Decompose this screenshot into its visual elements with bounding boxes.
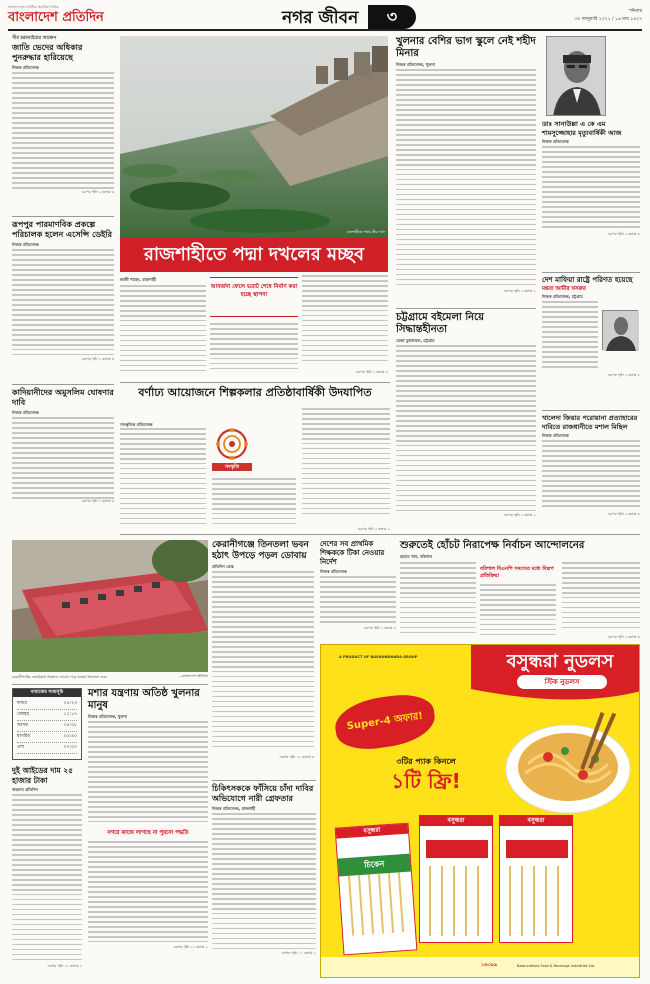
article-continued: এরপর পৃষ্ঠা ২ কলাম ৩ xyxy=(81,357,114,362)
lead-body-col2 xyxy=(210,323,298,375)
article-body xyxy=(396,345,536,513)
collapsed-building-photo xyxy=(12,540,208,672)
ad-product-name xyxy=(517,675,607,689)
article-continued: এরপর পৃষ্ঠা ১১ কলাম ৩ xyxy=(279,755,314,760)
page-number-box xyxy=(368,5,416,29)
article-continued: এরপর পৃষ্ঠা ১১ কলাম ২ xyxy=(281,951,316,956)
divider xyxy=(120,534,640,535)
namaz-row xyxy=(17,743,77,754)
newspaper-logo: বাংলাদেশ প্রতিদিন xyxy=(8,10,104,25)
pack-brand: বসুন্ধরা xyxy=(420,816,492,826)
culture-label: সংস্কৃতি xyxy=(212,463,252,471)
article-continued: এরপর পৃষ্ঠা ২ কলাম ৪ xyxy=(607,634,640,639)
article-continued: এরপর পৃষ্ঠা ২ কলাম ৬ xyxy=(607,512,640,517)
article-title: খুলনার বেশির ভাগ স্কুলে নেই শহীদ মিনার xyxy=(396,36,536,59)
bashundhara-noodles-ad xyxy=(320,644,640,978)
article-byline: নিজস্ব প্রতিবেদক, রাজশাহী xyxy=(212,806,256,811)
article-continued: এরপর পৃষ্ঠা ২ কলাম ২ xyxy=(357,526,390,531)
pack-third xyxy=(499,815,573,943)
article-title: রূপপুর পারমাণবিক প্রকল্পে পরিচালক হলেন এসেন্সি ডেইরি xyxy=(12,220,112,239)
masthead-rule xyxy=(8,29,642,31)
article-shilpakala xyxy=(120,386,390,532)
lead-title-bar xyxy=(120,238,388,272)
article-title: কেরানীগঞ্জে তিনতলা ভবন হঠাৎ উপড়ে পড়ল ডোবায় xyxy=(212,540,309,561)
namaz-name: আসর xyxy=(17,723,28,728)
namaz-time: ১২:১৭ xyxy=(63,712,77,717)
deal-top: ৩টির প্যাক কিনলে xyxy=(396,757,456,766)
article-body xyxy=(396,69,536,289)
article-body xyxy=(12,249,114,357)
article-byline: নিজস্ব প্রতিবেদক xyxy=(12,242,39,247)
lead-title: রাজশাহীতে পদ্মা দখলের মচ্ছব xyxy=(143,244,365,265)
lead-article xyxy=(120,275,388,375)
article-ctg-book-fair xyxy=(396,312,536,530)
article-body xyxy=(88,721,208,825)
article-continued: এরপর পৃষ্ঠা ২ কলাম ৩ xyxy=(81,499,114,504)
article-byline: নিজস্ব প্রতিবেদক, খুলনা xyxy=(396,62,435,67)
article-title: চট্টগ্রামে বইমেলা নিয়ে সিদ্ধান্তহীনতা xyxy=(396,312,485,335)
lead-pullquote xyxy=(210,277,298,317)
namaz-rows xyxy=(13,697,81,756)
namaz-title: নামাজের সময়সূচি xyxy=(13,689,81,697)
article-pir-charmonai xyxy=(12,36,114,210)
article-title: বর্ণাঢ্য আয়োজনে শিল্পকলার প্রতিষ্ঠাবার্ষিকী উদযাপিত xyxy=(138,386,372,399)
article-body xyxy=(542,301,598,373)
section-name: নগর জীবন xyxy=(282,8,359,28)
sponsor-line: A PRODUCT OF BASHUNDHARA GROUP xyxy=(339,655,418,659)
culture-logo xyxy=(212,426,252,472)
article-byline: নিজস্ব প্রতিবেদক xyxy=(12,410,39,415)
article-rooppur xyxy=(12,220,114,380)
ad-footer xyxy=(321,957,640,978)
culture-ornament-icon xyxy=(212,426,252,462)
article-byline: সাংস্কৃতিক প্রতিবেদক xyxy=(120,422,153,427)
article-title: চিকিৎসককে ফাঁসিয়ে চাঁদা দাবির অভিযোগে নারী গ্রেফতার xyxy=(212,784,314,803)
portrait-icon xyxy=(547,37,606,116)
article-title: জাতি ভেদের অধিকার পুনরুদ্ধার হারিয়েছে xyxy=(12,43,83,63)
date: ৩০ জানুয়ারি ২০২১ / ১৬ মাঘ ১৪২৭ xyxy=(574,17,642,22)
divider xyxy=(12,216,114,217)
pack-second xyxy=(419,815,493,943)
article-title: দেশ মাফিয়া রাষ্ট্রে পরিণত হয়েছে xyxy=(542,276,633,284)
page-number: ৩ xyxy=(386,7,398,26)
namaz-name: মাগরিব xyxy=(17,734,31,739)
article-body-col2 xyxy=(480,584,556,638)
article-byline: নিজস্ব প্রতিবেদক, খুলনা xyxy=(88,714,127,719)
noodle-bowl xyxy=(503,709,633,819)
article-title: কাদিয়ানীদের অমুসলিম ঘোষণার দাবি xyxy=(12,388,114,407)
namaz-row xyxy=(17,732,77,743)
article-byline: নিজস্ব প্রতিবেদক xyxy=(542,139,569,144)
article-title: মশার যন্ত্রণায় অতিষ্ঠ খুলনার মানুষ xyxy=(88,688,200,711)
divider xyxy=(120,382,390,383)
article-byline: রেজা মুজাম্মেল, চট্টগ্রাম xyxy=(396,338,435,343)
article-continued: এরপর পৃষ্ঠা ২ কলাম ১ xyxy=(503,289,536,294)
divider xyxy=(542,272,640,273)
namaz-time: ০৫:২৩ xyxy=(63,701,77,706)
keraniganj-caption xyxy=(12,674,208,684)
namaz-time: ০৪:০৮ xyxy=(63,723,77,728)
article-byline: জয়নাব প্রতিদিন xyxy=(12,787,38,792)
noodle-strands-icon xyxy=(500,826,574,936)
article-body xyxy=(12,417,114,499)
article-body xyxy=(12,72,114,190)
article-title: শুরুতেই হোঁচট নিরাপেক্ষ নির্বাচন আন্দোলনের xyxy=(400,540,585,551)
article-continued: এরপর পৃষ্ঠা ২ কলাম ২ xyxy=(503,513,536,518)
article-subhead: বরিশাল বিএনপি সদস্যের মধ্যে বিরূপ প্রতিক্রিয়া xyxy=(480,566,554,579)
noodle-strands-icon xyxy=(339,871,417,936)
namaz-name: এশা xyxy=(17,745,25,750)
obituary-portrait xyxy=(546,36,606,116)
photo-credit: —বাংলাদেশ প্রতিদিন xyxy=(178,674,208,678)
keraniganj-photo xyxy=(12,540,208,672)
article-byline: নিজস্ব প্রতিবেদক xyxy=(12,65,39,71)
article-body xyxy=(212,571,314,755)
article-title: দেশের সব প্রাথমিক শিক্ষককে টিকা নেওয়ার নির্দেশ xyxy=(320,540,385,566)
article-body xyxy=(542,440,640,512)
masthead xyxy=(8,5,642,31)
namaz-time: ০৫:৪০ xyxy=(63,734,77,739)
river-embankment-photo xyxy=(120,36,388,238)
article-byline: কাজী শাহেদ, রাজশাহী xyxy=(120,277,157,282)
divider xyxy=(12,384,114,385)
ad-brand-name: বসুন্ধরা নুডলস xyxy=(506,651,614,672)
article-continued: এরপর পৃষ্ঠা ২ কলাম ৪ xyxy=(355,369,388,374)
article-barishal xyxy=(400,540,640,640)
article-continued: এরপর পৃষ্ঠা ২ কলাম ৪ xyxy=(363,626,396,631)
portrait-icon xyxy=(603,311,639,351)
article-body-col2 xyxy=(212,478,296,528)
article-kicker: পীর চরমনাইয়ের আক্ষেপ xyxy=(12,36,57,41)
article-subtitle: মন্তব্য আমীর খসরুর xyxy=(542,286,586,292)
pack-brand: বসুন্ধরা xyxy=(336,824,409,839)
lead-body-col3 xyxy=(302,275,388,367)
photo-caption: কেরানীগঞ্জের তেঘরিয়ায় গতকাল ডোবায় পড়ে যাওয়া তিনতলা ভবন xyxy=(12,675,108,679)
article-body-col3 xyxy=(562,562,640,632)
product-packs xyxy=(339,815,639,955)
lead-photo xyxy=(120,36,388,238)
article-continued: এরপর পৃষ্ঠা ২ কলাম ৫ xyxy=(607,373,640,378)
noodle-bowl-icon xyxy=(503,709,633,819)
article-mashal-michil xyxy=(542,414,640,530)
article-keraniganj xyxy=(212,540,314,780)
article-teachers-vaccine xyxy=(320,540,396,640)
deal-big: ১টি ফ্রি! xyxy=(391,769,461,793)
article-byline: নিজস্ব প্রতিবেদক xyxy=(542,433,569,438)
article-body-col3 xyxy=(302,408,390,520)
namaz-name: জোহর xyxy=(17,712,29,717)
masthead-tagline: বাংলাদেশের সর্বাধিক প্রচারিত দৈনিক xyxy=(8,5,59,9)
namaz-name: ফজর xyxy=(17,701,27,706)
namaz-row xyxy=(17,699,77,710)
pack-flavor: চিকেন xyxy=(338,854,411,877)
article-doctor-extortion xyxy=(212,784,316,980)
article-title: দুই আইডের দাম ২৫ হাজার টাকা xyxy=(12,766,74,785)
article-subhead: নগরে কাজে লাগছে না পুরনো পদ্ধতি xyxy=(107,830,189,837)
lead-photo-caption: রাজশাহীতে পদ্মার তীর দখল xyxy=(346,229,385,234)
khosru-photo xyxy=(602,310,638,350)
article-body xyxy=(212,813,316,951)
article-title: খালেদা জিয়ার পরোয়ানা প্রত্যাহারের দাবিতে রাজধানীতে মশাল মিছিল xyxy=(542,414,638,431)
product-label: স্টিক নুডলস xyxy=(544,678,580,686)
article-title: ডাঃ সানাউল্লা এ কে এম শামসুজ্জোহার মৃত্যুবার্ষিকী আজ xyxy=(542,120,622,137)
article-byline: নিজস্ব প্রতিবেদক xyxy=(320,569,347,574)
article-body-col1 xyxy=(400,562,476,638)
article-body xyxy=(542,146,640,232)
article-ied-price xyxy=(12,766,82,980)
article-body xyxy=(320,576,396,626)
article-continued: এরপর পৃষ্ঠা ২ কলাম ৬ xyxy=(607,232,640,237)
article-continued: এরপর পৃষ্ঠা ১১ কলাম ১ xyxy=(47,964,82,969)
article-mafia-state xyxy=(542,276,640,406)
article-qadiani xyxy=(12,388,114,516)
article-continued: এরপর পৃষ্ঠা ২ কলাম ৩ xyxy=(81,190,114,195)
namaz-row xyxy=(17,710,77,721)
obituary-box xyxy=(542,36,640,268)
article-body xyxy=(12,794,82,964)
article-continued: এরপর পৃষ্ঠা ১১ কলাম ২ xyxy=(173,945,208,950)
pullquote-text: আবর্জনা ফেলে ভরাট শেষে নির্মাণ করা হচ্ছে স্থাপনা xyxy=(210,284,298,298)
article-mosquito xyxy=(88,688,208,980)
weekday: শনিবার xyxy=(629,9,642,14)
namaz-row xyxy=(17,721,77,732)
company-name: Bashundhara Food & Beverage Industries Ltd. xyxy=(517,964,596,968)
lead-body-col1 xyxy=(120,285,206,375)
article-byline: প্রতিদিন ডেস্ক xyxy=(212,564,234,569)
hotline-label: ১৬৩৯৯ xyxy=(481,962,498,968)
pack-chicken xyxy=(335,823,418,956)
pack-brand: বসুন্ধরা xyxy=(500,816,572,826)
divider xyxy=(396,308,536,309)
noodle-strands-icon xyxy=(420,826,494,936)
article-byline: রাহাত খান, বরিশাল xyxy=(400,554,433,559)
article-khulna-shaheed-minar xyxy=(396,36,536,302)
namaz-schedule-box xyxy=(12,688,82,760)
divider xyxy=(542,410,640,411)
divider xyxy=(212,780,316,781)
article-body-col1 xyxy=(120,428,206,528)
divider xyxy=(12,684,208,685)
article-body-2 xyxy=(88,841,208,945)
promo-text: Super-4 অফার! xyxy=(346,710,424,733)
article-byline: নিজস্ব প্রতিবেদক, চট্টগ্রাম xyxy=(542,294,583,300)
namaz-time: ০৭:০০ xyxy=(63,745,77,750)
